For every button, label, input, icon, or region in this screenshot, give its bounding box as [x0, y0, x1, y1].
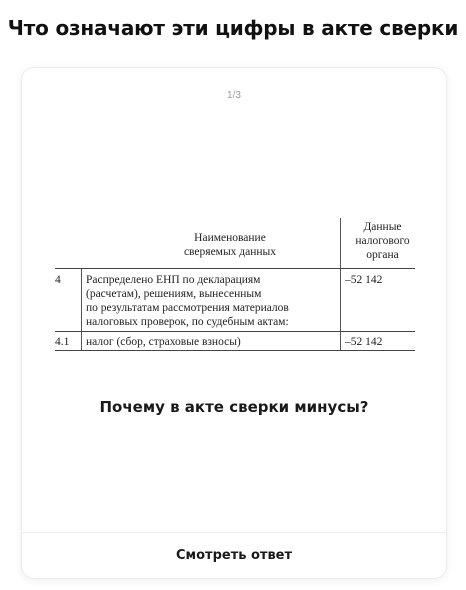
- header-name-column: Наименование сверяемых данных: [183, 232, 277, 258]
- row-number: 4.1: [55, 336, 70, 348]
- table-header: [55, 218, 420, 268]
- question-text: Почему в акте сверки минусы?: [99, 398, 369, 416]
- show-answer-button[interactable]: Смотреть ответ: [175, 548, 293, 563]
- row-text: Распределено ЕНП по декларациям (расчетам), решениям, вынесенным по результатам рассмотрения материалов налоговых проверок, по судебным актам:: [86, 274, 289, 328]
- row-value: –52 142: [345, 336, 383, 348]
- page-counter: 1/3: [227, 90, 241, 101]
- document-excerpt: [55, 218, 420, 351]
- row-value: –52 142: [345, 274, 383, 286]
- row-number: 4: [55, 274, 61, 286]
- header-tax-column: Данные налогового органа: [355, 221, 410, 261]
- question-card: [22, 68, 446, 578]
- row-text: налог (сбор, страховые взносы): [86, 336, 241, 348]
- page-title: Что означают эти цифры в акте сверки: [7, 16, 459, 40]
- table-row: [55, 269, 420, 331]
- table-row: [55, 332, 420, 350]
